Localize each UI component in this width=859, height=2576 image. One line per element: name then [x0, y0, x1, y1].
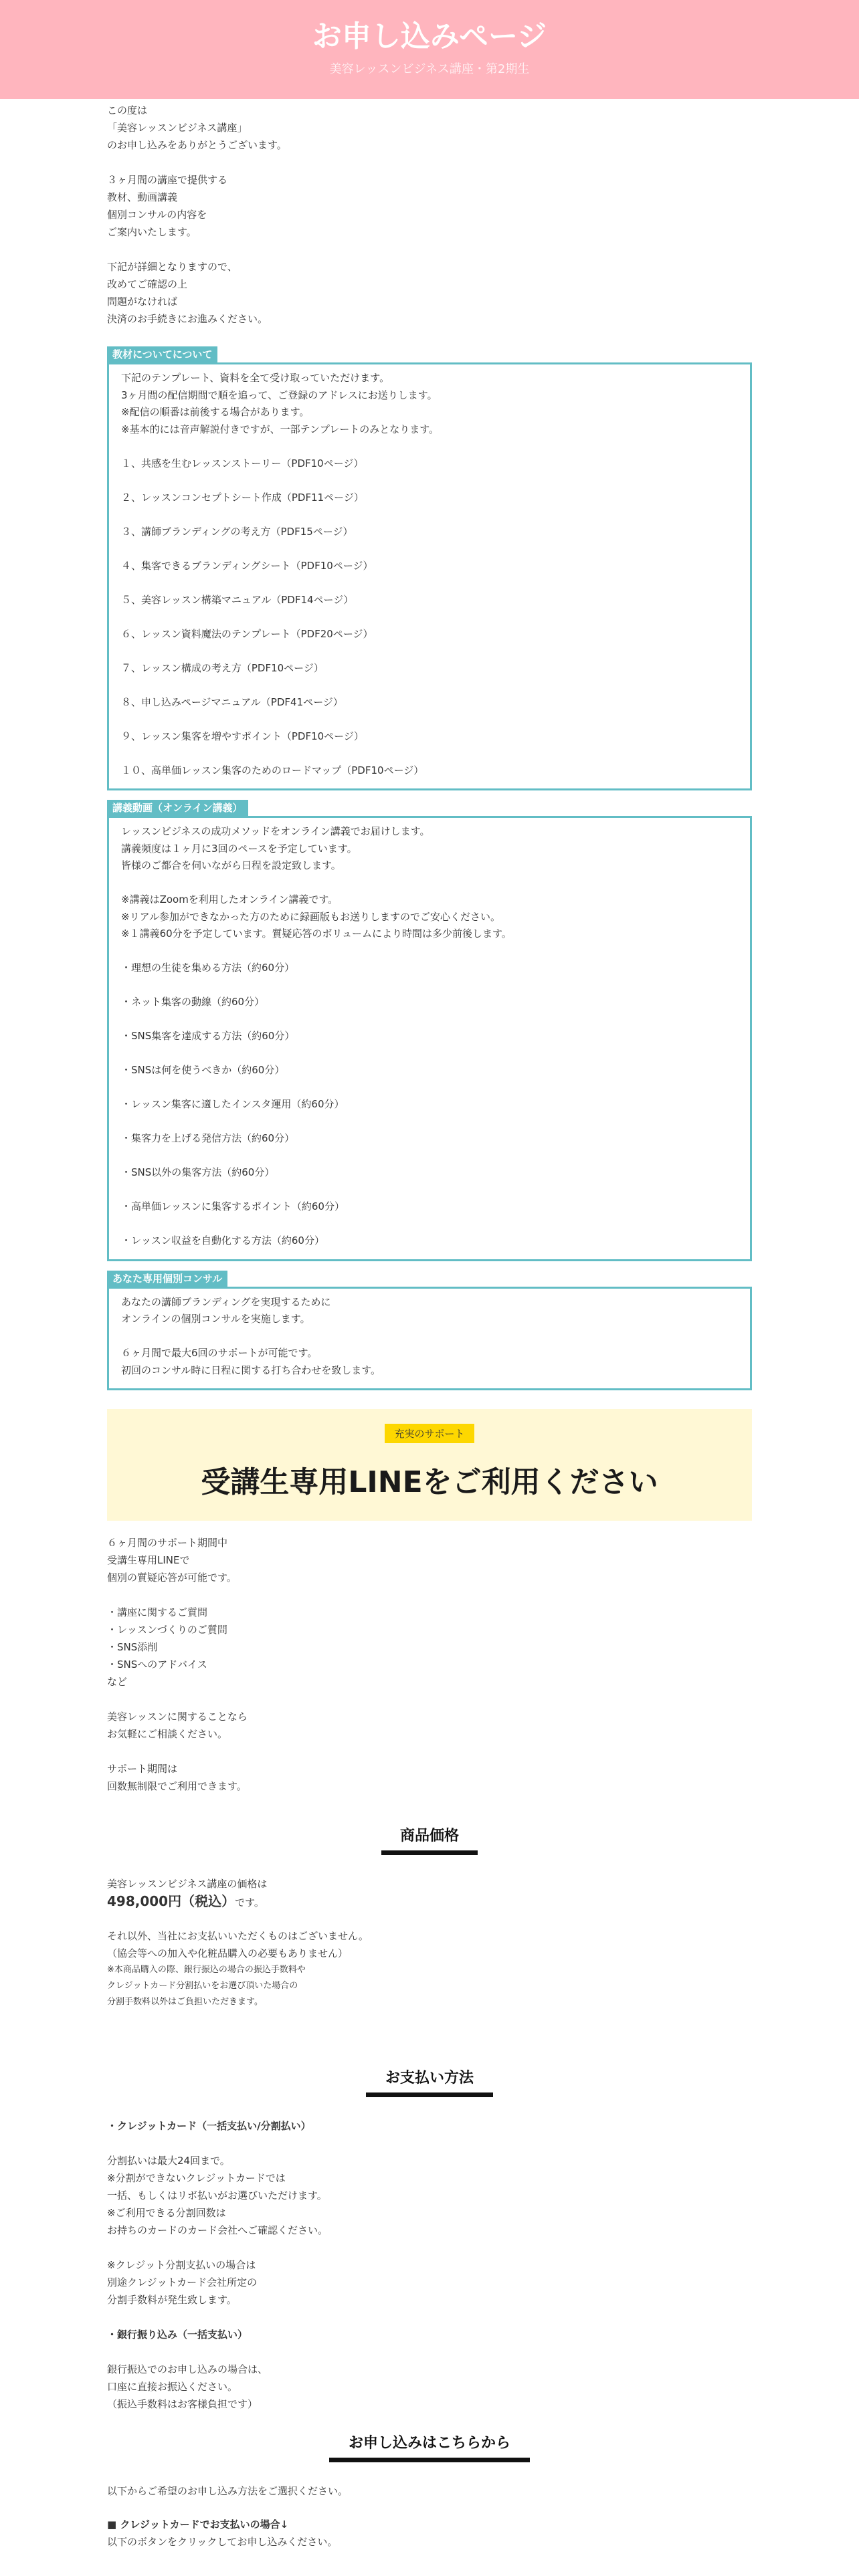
lectures-section [107, 800, 752, 1261]
apply-section [107, 2432, 752, 2551]
intro-text: この度は 「美容レッスンビジネス講座」 のお申し込みをありがとうございます。 ３ヶ月間の講座で提供する 教材、動画講義 個別コンサルの内容を ご案内いたします。 下記が詳細となりますので、 改めてご確認の上 問題がなければ 決済のお手続きにお進みください。 [107, 104, 287, 325]
bank-payment-title: ・銀行振り込み（一括支払い） [107, 2329, 248, 2341]
apply-heading: お申し込みはこちらから [348, 2435, 510, 2452]
hero-banner [0, 0, 859, 99]
consult-body: あなたの講師ブランディングを実現するために オンラインの個別コンサルを実施します。 ６ヶ月間で最大6回のサポートが可能です。 初回のコンサル時に日程に関する打ち合わせを致します。 [121, 1295, 381, 1376]
page-subtitle: 美容レッスンビジネス講座・第2期生 [329, 62, 530, 77]
lectures-body: レッスンビジネスの成功メソッドをオンライン講義でお届けします。 講義頻度は１ヶ月に3回のペースを予定しています。 皆様のご都合を伺いながら日程を設定致します。 ※講義はZoomを利用したオンライン講義です。 ※リアル参加ができなかった方のために録画版もお送りしますのでご安心ください。 ※１講義60分を予定しています。質疑応答のボリュームにより時間は多少前後します。 ・理想の生徒を集める方法（約60分） ・ネット集客の動線（約60分） ・SNS集客を達成する方法（約60分） ・SNSは何を使うべきか（約60分） ・レッスン集客に適したインスタ運用（約60分） ・集客力を上げる発信方法（約60分） ・SNS以外の集客方法（約60分） ・高単価レッスンに集客するポイント（約60分） ・レッスン収益を自動化する方法（約60分） [121, 825, 512, 1247]
payment-section [107, 2066, 752, 2413]
price-heading-underline [381, 1850, 478, 1855]
consult-section [107, 1271, 752, 1391]
payment-heading-underline [366, 2092, 493, 2097]
consult-label: あなた専用個別コンサル [107, 1271, 227, 1287]
price-suffix: です。 [235, 1897, 264, 1909]
materials-box [107, 362, 752, 790]
apply-card-title: ■ クレジットカードでお支払いの場合↓ [107, 2518, 289, 2531]
materials-body: 下記のテンプレート、資料を全て受け取っていただけます。 3ヶ月間の配信期間で順を追って、ご登録のアドレスにお送りします。 ※配信の順番は前後する場合があります。 ※基本的には音声解説付きですが、一部テンプレートのみとなります。 １、共感を生むレッスンストーリー（PDF10ページ） ２、レッスンコンセプトシート作成（PDF11ページ） ３、講師ブランディングの考え方（PDF15ページ） ４、集客できるブランディングシート（PDF10ページ） ５、美容レッスン構築マニュアル（PDF14ページ） ６、レッスン資料魔法のテンプレート（PDF20ページ） ７、レッスン構成の考え方（PDF10ページ） ８、申し込みページマニュアル（PDF41ページ） ９、レッスン集客を増やすポイント（PDF10ページ） １０、高単価レッスン集客のためのロードマップ（PDF10ページ） [121, 372, 440, 776]
apply-card-sub: 以下のボタンをクリックしてお申し込みください。 [107, 2536, 338, 2548]
apply-heading-underline [329, 2458, 530, 2462]
card-payment-body: 分割払いは最大24回まで。 ※分割ができないクレジットカードでは 一括、もしくはリボ払いがお選びいただけます。 ※ご利用できる分割回数は お持ちのカードのカード会社へご確認ください。 ※クレジット分割支払いの場合は 別途クレジットカード会社所定の 分割手数料が発生致します。 [107, 2155, 328, 2306]
price-body: それ以外、当社にお支払いいただくものはございません。 （協会等への加入や化粧品購入の必要もありません） [107, 1930, 369, 1959]
payment-heading: お支払い方法 [385, 2070, 474, 2086]
support-title: 受講生専用LINEをご利用ください [201, 1465, 658, 1499]
page-title: お申し込みページ [312, 19, 547, 53]
materials-label: 教材についてについて [107, 346, 217, 362]
support-banner [107, 1409, 752, 1521]
price-line1: 美容レッスンビジネス講座の価格は [107, 1878, 268, 1890]
apply-line1: 以下からご希望のお申し込み方法をご選択ください。 [107, 2485, 349, 2497]
support-body: ６ヶ月間のサポート期間中 受講生専用LINEで 個別の質疑応答が可能です。 ・講座に関するご質問 ・レッスンづくりのご質問 ・SNS添削 ・SNSへのアドバイス など 美容レッスンに関することなら お気軽にご相談ください。 サポート期間は 回数無制限でご利用できます。 [107, 1537, 248, 1792]
card-payment-title: ・クレジットカード（一括支払い/分割払い） [107, 2120, 311, 2132]
support-badge: 充実のサポート [385, 1424, 474, 1443]
price-amount: 498,000円（税込） [107, 1893, 235, 1909]
bank-payment-body: 銀行振込でのお申し込みの場合は、 口座に直接お振込ください。 （振込手数料はお客様負担です） [107, 2363, 268, 2410]
price-heading: 商品価格 [399, 1828, 459, 1844]
price-note: ※本商品購入の際、銀行振込の場合の振込手数料や クレジットカード分割払いをお選び頂いた場合の 分割手数料以外はご負担いただきます。 [107, 1965, 306, 2007]
main-content [107, 102, 752, 2551]
consult-box [107, 1287, 752, 1391]
price-section [107, 1824, 752, 2010]
lectures-box [107, 816, 752, 1261]
lectures-label: 講義動画（オンライン講義） [107, 800, 248, 816]
materials-section [107, 346, 752, 790]
